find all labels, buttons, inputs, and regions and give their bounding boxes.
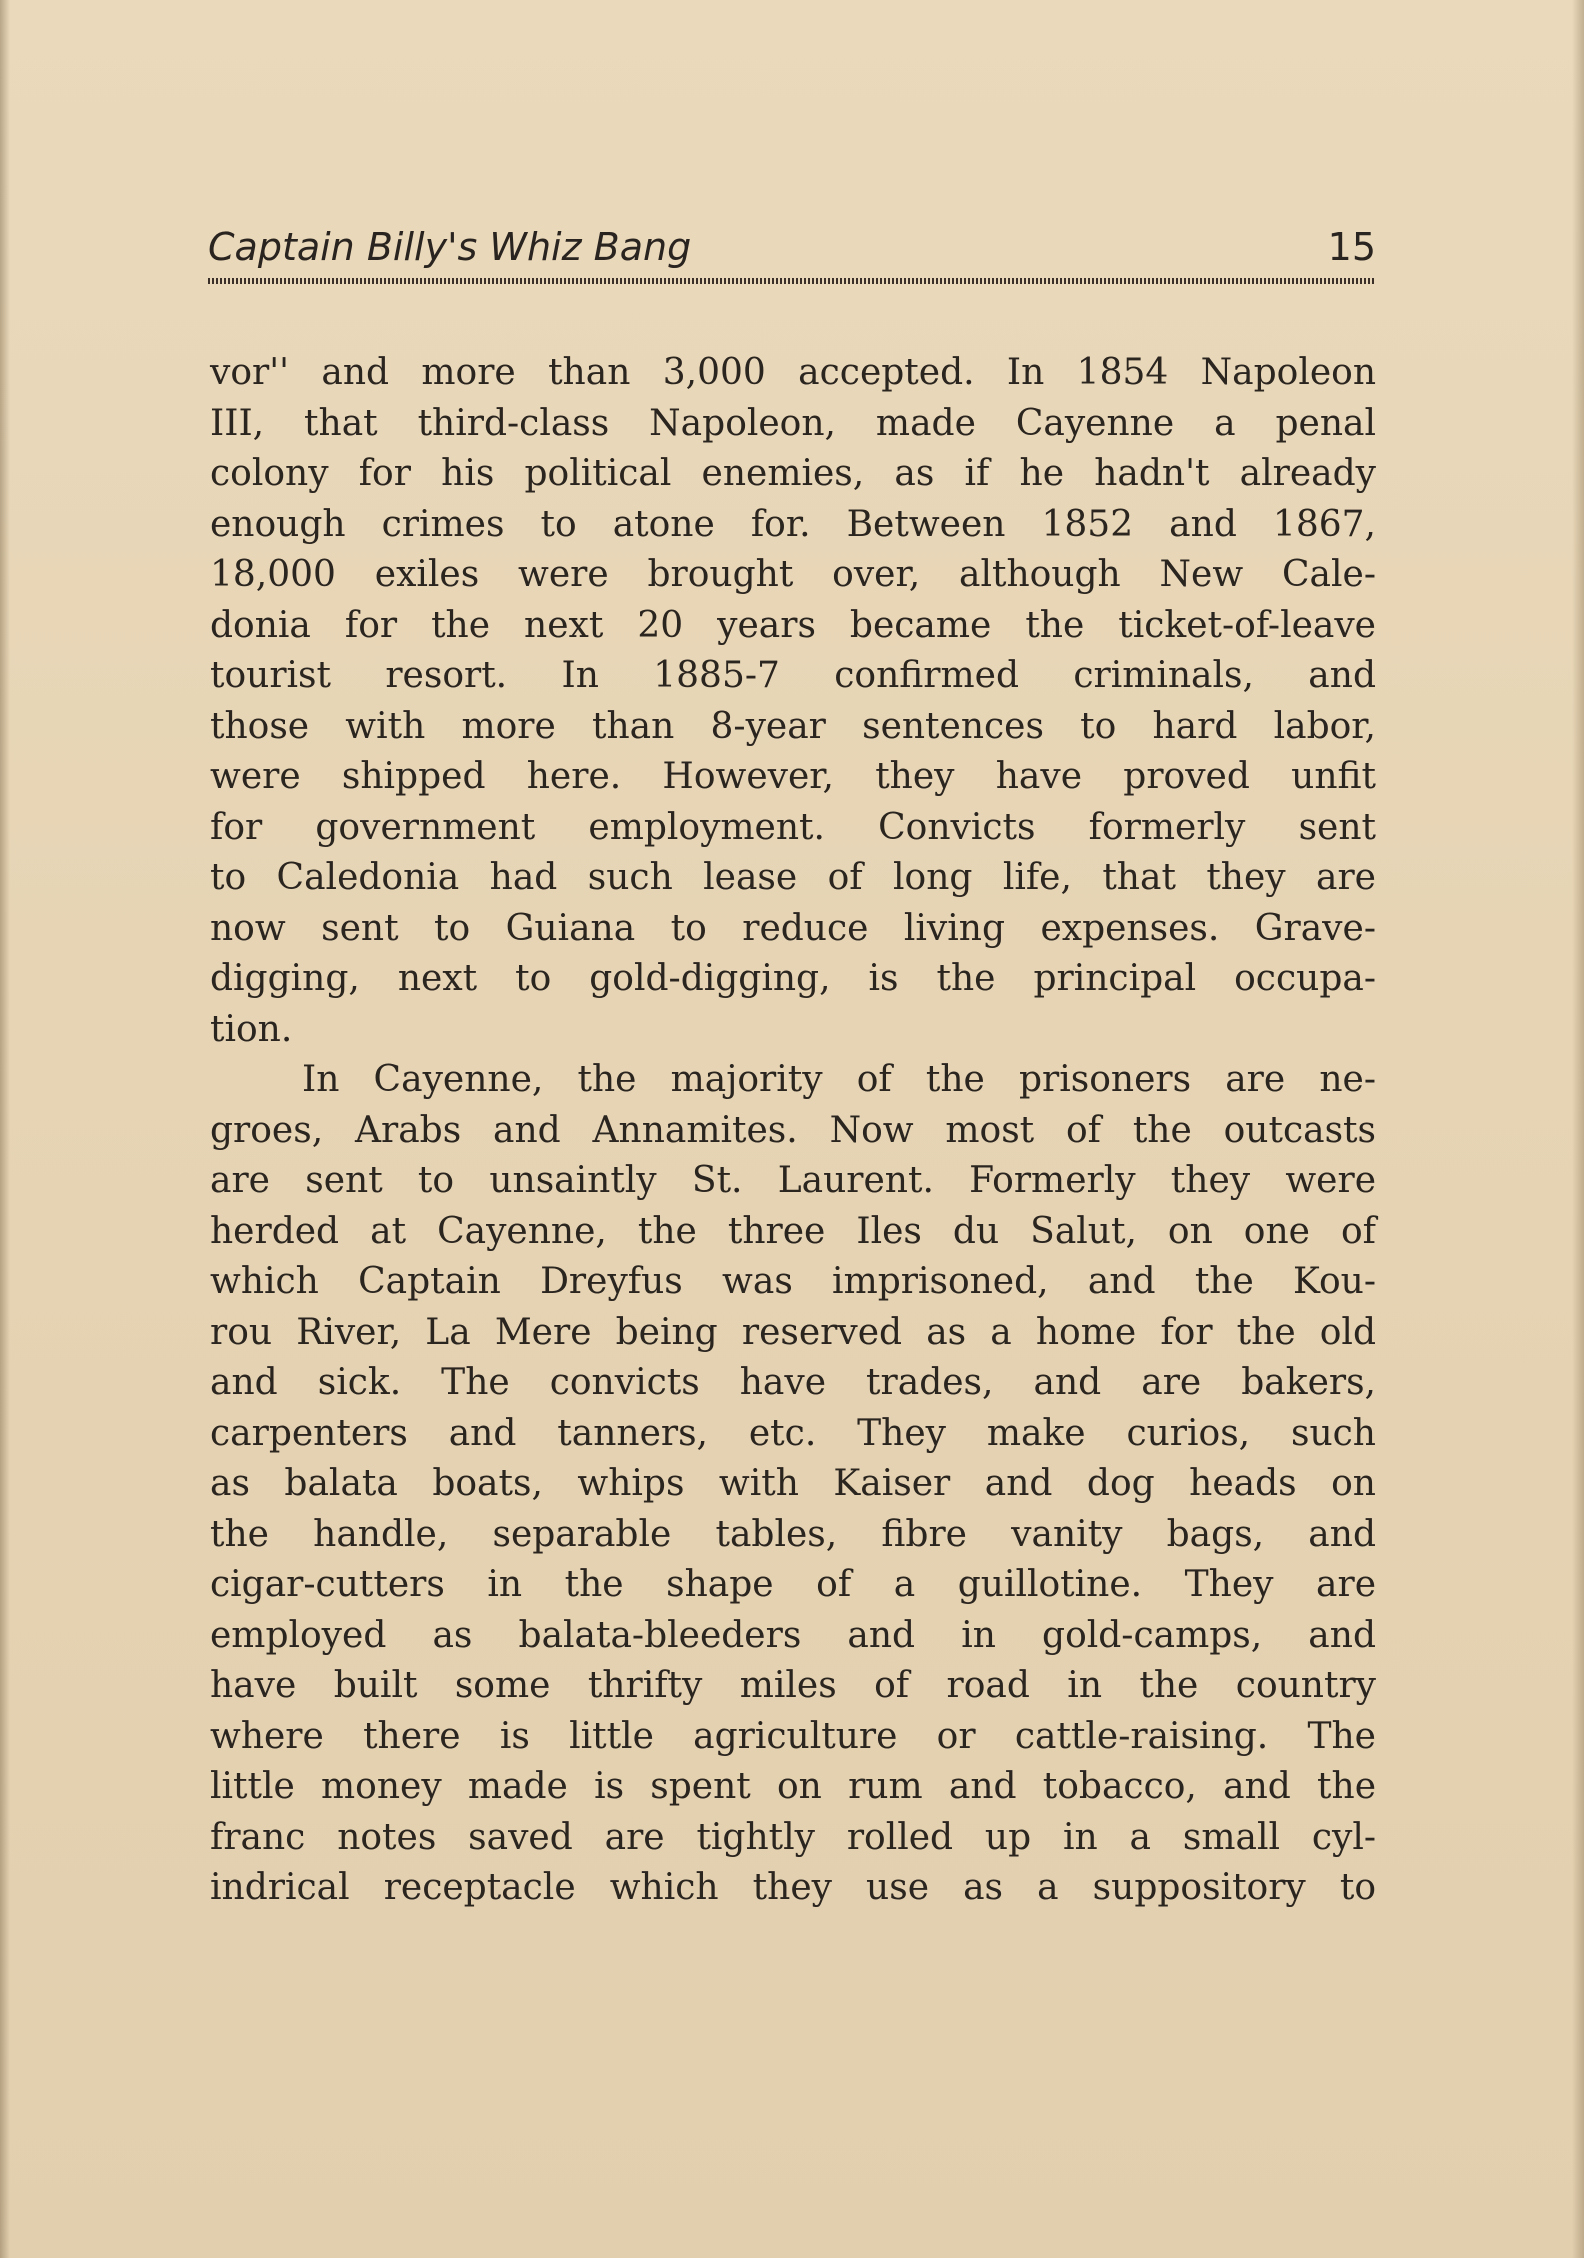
text-line: vor'' and more than 3,000 accepted. In 1854 Napoleon bbox=[210, 352, 1376, 393]
text-line: have built some thrifty miles of road in the country bbox=[210, 1665, 1376, 1706]
text-line: tourist resort. In 1885-7 confirmed criminals, and bbox=[210, 655, 1376, 696]
page-header bbox=[208, 222, 1376, 282]
text-line: are sent to unsaintly St. Laurent. Formerly they were bbox=[210, 1160, 1376, 1201]
text-line: where there is little agriculture or cattle-raising. The bbox=[210, 1715, 1376, 1757]
text-line: cigar-cutters in the shape of a guillotine. They are bbox=[210, 1564, 1376, 1605]
text-line: indrical receptacle which they use as a suppository to bbox=[210, 1867, 1376, 1908]
text-line: tion. bbox=[210, 1008, 293, 1050]
text-line: now sent to Guiana to reduce living expenses. Grave- bbox=[210, 907, 1376, 949]
text-line: those with more than 8-year sentences to hard labor, bbox=[210, 705, 1376, 747]
text-line: digging, next to gold-digging, is the principal occupa- bbox=[210, 958, 1376, 999]
text-line: carpenters and tanners, etc. They make curios, such bbox=[210, 1412, 1376, 1454]
page-left-edge bbox=[0, 0, 10, 2258]
text-line: donia for the next 20 years became the ticket-of-leave bbox=[210, 604, 1376, 646]
text-line: herded at Cayenne, the three Iles du Salut, on one of bbox=[210, 1210, 1376, 1252]
body-text bbox=[210, 348, 1376, 1914]
text-line: to Caledonia had such lease of long life, that they are bbox=[210, 857, 1376, 898]
text-line: which Captain Dreyfus was imprisoned, and the Kou- bbox=[210, 1261, 1376, 1302]
page-right-edge bbox=[1572, 0, 1584, 2258]
text-line: enough crimes to atone for. Between 1852 and 1867, bbox=[210, 503, 1376, 545]
text-line: 18,000 exiles were brought over, although New Cale- bbox=[210, 554, 1376, 595]
page-number: 15 bbox=[1327, 225, 1376, 269]
paragraph-2 bbox=[210, 1055, 1376, 1914]
text-line: In Cayenne, the majority of the prisoners are ne- bbox=[302, 1059, 1376, 1100]
text-line: employed as balata-bleeders and in gold-camps, and bbox=[210, 1614, 1376, 1656]
text-line: colony for his political enemies, as if he hadn't already bbox=[210, 453, 1376, 494]
paragraph-1 bbox=[210, 348, 1376, 1055]
running-title: Captain Billy's Whiz Bang bbox=[208, 225, 692, 269]
text-line: and sick. The convicts have trades, and are bakers, bbox=[210, 1362, 1376, 1403]
text-line: were shipped here. However, they have proved unfit bbox=[210, 756, 1376, 797]
text-line: groes, Arabs and Annamites. Now most of the outcasts bbox=[210, 1109, 1376, 1151]
text-line: little money made is spent on rum and tobacco, and the bbox=[210, 1766, 1376, 1807]
text-line: as balata boats, whips with Kaiser and dog heads on bbox=[210, 1463, 1376, 1504]
text-line: III, that third-class Napoleon, made Cayenne a penal bbox=[210, 402, 1376, 444]
header-rule bbox=[208, 278, 1376, 284]
text-line: rou River, La Mere being reserved as a home for the old bbox=[210, 1311, 1376, 1353]
text-line: for government employment. Convicts formerly sent bbox=[210, 806, 1376, 848]
text-line: franc notes saved are tightly rolled up in a small cyl- bbox=[210, 1816, 1376, 1858]
text-line: the handle, separable tables, fibre vanity bags, and bbox=[210, 1513, 1376, 1555]
